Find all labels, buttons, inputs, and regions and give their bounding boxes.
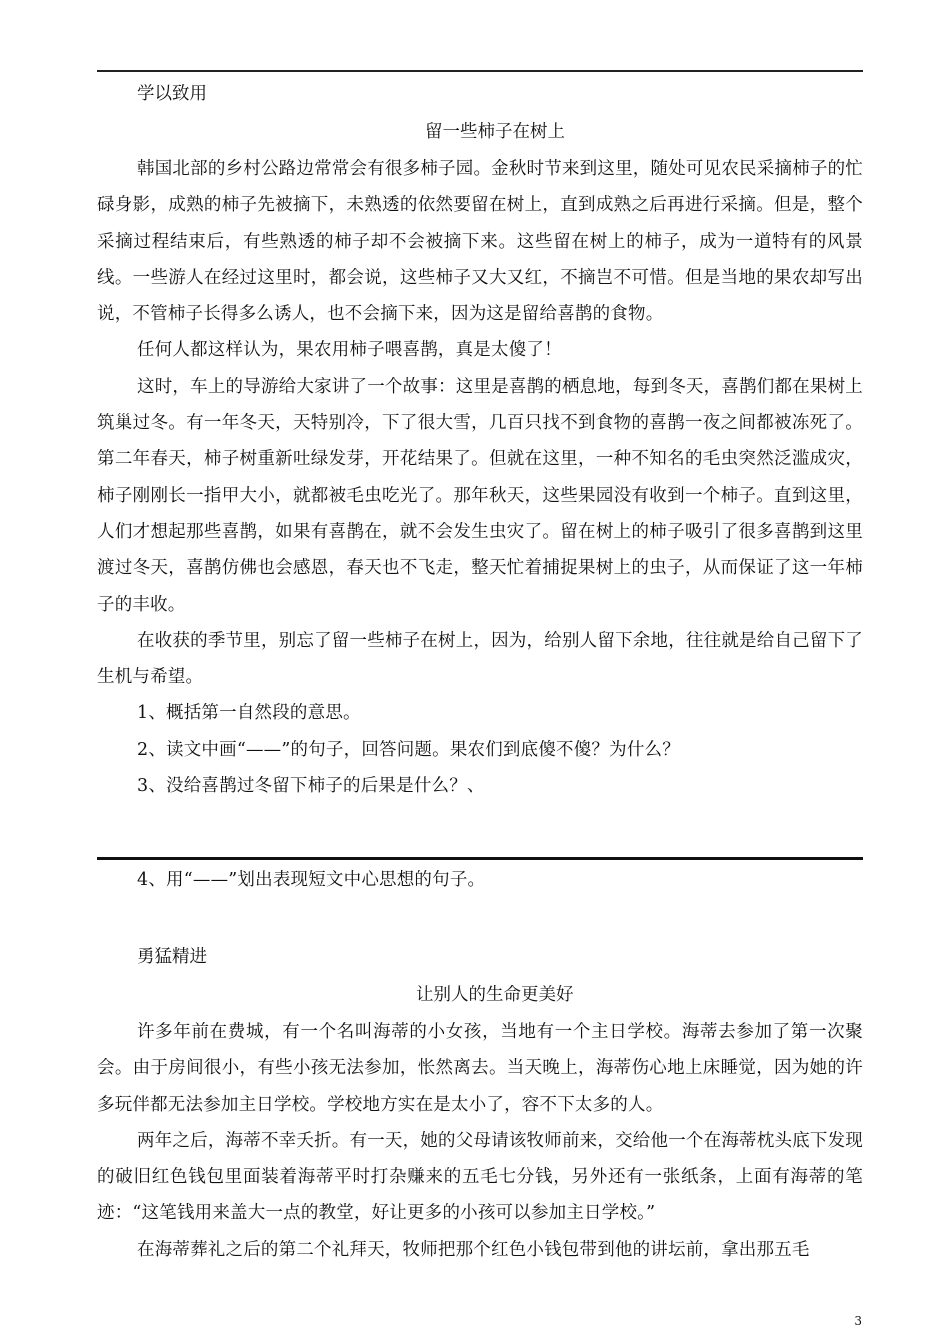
question-2: 2、读文中画“——”的句子，回答问题。果农们到底傻不傻？为什么？ [137,739,680,760]
paragraph: 两年之后，海蒂不幸夭折。有一天，她的父母请该牧师前来，交给他一个在海蒂枕头底下发现的破旧红色钱包里面装着海蒂平时打杂赚来的五毛七分钱，另外还有一张纸条，上面有海蒂的笔迹：“这笔钱用来盖大一点的教堂，好让更多的小孩可以参加主日学校。” [97,1130,863,1224]
question-3: 3、没给喜鹊过冬留下柿子的后果是什么？、 [137,776,485,797]
section-heading-1: 学以致用 [137,84,207,104]
article-body-1 [97,151,863,804]
article-body-2 [97,1014,863,1268]
page-number: 3 [854,1314,862,1328]
article-title-2: 让别人的生命更美好 [416,985,574,1005]
article-title-1: 留一些柿子在树上 [425,122,565,142]
question-1: 1、概括第一自然段的意思。 [137,703,361,724]
paragraph: 在收获的季节里，别忘了留一些柿子在树上，因为，给别人留下余地，往往就是给自己留下了生机与希望。 [97,630,863,688]
section-heading-2: 勇猛精进 [137,947,207,967]
paragraph: 韩国北部的乡村公路边常常会有很多柿子园。金秋时节来到这里，随处可见农民采摘柿子的忙碌身影，成熟的柿子先被摘下，未熟透的依然要留在树上，直到成熟之后再进行采摘。但是，整个采摘过程结束后，有些熟透的柿子却不会被摘下来。这些留在树上的柿子，成为一道特有的风景线。一些游人在经过这里时，都会说，这些柿子又大又红，不摘岂不可惜。但是当地的果农却写出说，不管柿子长得多么诱人，也不会摘下来，因为这是留给喜鹊的食物。 [97,159,863,325]
question-4-block [97,862,863,898]
paragraph: 这时，车上的导游给大家讲了一个故事：这里是喜鹊的栖息地，每到冬天，喜鹊们都在果树上筑巢过冬。有一年冬天，天特别冷，下了很大雪，几百只找不到食物的喜鹊一夜之间都被冻死了。第二年春天，柿子树重新吐绿发芽，开花结果了。但就在这里，一种不知名的毛虫突然泛滥成灾，柿子刚刚长一指甲大小，就都被毛虫吃光了。那年秋天，这些果园没有收到一个柿子。直到这里，人们才想起那些喜鹊，如果有喜鹊在，就不会发生虫灾了。留在树上的柿子吸引了很多喜鹊到这里渡过冬天，喜鹊仿佛也会感恩，春天也不飞走，整天忙着捕捉果树上的虫子，从而保证了这一年柿子的丰收。 [97,376,863,615]
section-divider [97,857,863,860]
question-4: 4、用“——”划出表现短文中心思想的句子。 [137,870,486,890]
paragraph: 任何人都这样认为，果农用柿子喂喜鹊，真是太傻了！ [137,340,562,361]
paragraph: 在海蒂葬礼之后的第二个礼拜天，牧师把那个红色小钱包带到他的讲坛前，拿出那五毛 [137,1239,810,1260]
paragraph: 许多年前在费城，有一个名叫海蒂的小女孩，当地有一个主日学校。海蒂去参加了第一次聚会。由于房间很小，有些小孩无法参加，怅然离去。当天晚上，海蒂伤心地上床睡觉，因为她的许多玩伴都无法参加主日学校。学校地方实在是太小了，容不下太多的人。 [97,1022,863,1115]
header-rule [97,70,863,72]
